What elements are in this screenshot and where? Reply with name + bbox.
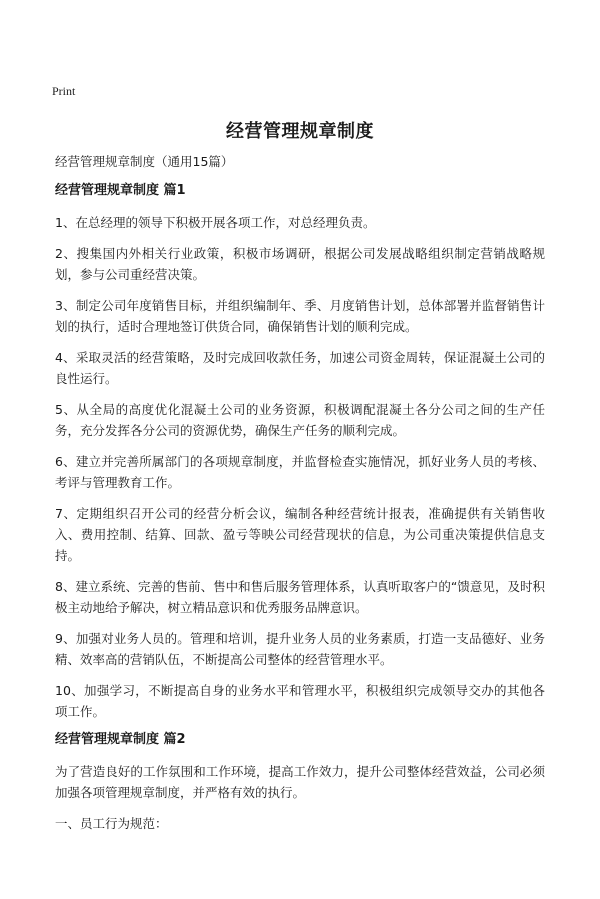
list-item: 8、建立系统、完善的售前、售中和售后服务管理体系，认真听取客户的“馈意见，及时积极主动地给予解决，树立精品意识和优秀服务品牌意识。 <box>55 579 545 615</box>
list-item: 2、搜集国内外相关行业政策，积极市场调研，根据公司发展战略组织制定营销战略规划，参与公司重经营决策。 <box>55 246 545 282</box>
section-subheading: 一、员工行为规范： <box>55 816 168 831</box>
list-item: 6、建立并完善所属部门的各项规章制度，并监督检查实施情况，抓好业务人员的考核、考评与管理教育工作。 <box>55 454 545 490</box>
list-item: 7、定期组织召开公司的经营分析会议，编制各种经营统计报表，准确提供有关销售收入、费用控制、结算、回款、盈亏等映公司经营现状的信息，为公司重决策提供信息支持。 <box>55 506 545 563</box>
document-title: 经营管理规章制度 <box>226 121 374 142</box>
list-item: 4、采取灵活的经营策略，及时完成回收款任务，加速公司资金周转，保证混凝土公司的良性运行。 <box>55 350 545 386</box>
list-item: 10、加强学习，不断提高自身的业务水平和管理水平，积极组织完成领导交办的其他各项工作。 <box>55 683 545 719</box>
document-subtitle: 经营管理规章制度（通用15篇） <box>55 154 234 169</box>
list-item: 5、从全局的高度优化混凝土公司的业务资源，积极调配混凝土各分公司之间的生产任务，充分发挥各分公司的资源优势，确保生产任务的顺利完成。 <box>55 402 545 438</box>
print-label: Print <box>52 84 76 98</box>
section-heading-2: 经营管理规章制度 篇2 <box>55 732 186 747</box>
section-heading-1: 经营管理规章制度 篇1 <box>55 183 186 198</box>
list-item: 9、加强对业务人员的。管理和培训，提升业务人员的业务素质，打造一支品德好、业务精、效率高的营销队伍，不断提高公司整体的经营管理水平。 <box>55 631 545 667</box>
document-body <box>55 154 545 844</box>
list-item: 1、在总经理的领导下积极开展各项工作，对总经理负责。 <box>55 215 376 230</box>
list-item: 3、制定公司年度销售目标，并组织编制年、季、月度销售计划，总体部署并监督销售计划的执行，适时合理地签订供货合同，确保销售计划的顺利完成。 <box>55 298 545 334</box>
section-intro: 为了营造良好的工作氛围和工作环境，提高工作效力，提升公司整体经营效益，公司必须加强各项管理规章制度，并严格有效的执行。 <box>55 764 545 800</box>
